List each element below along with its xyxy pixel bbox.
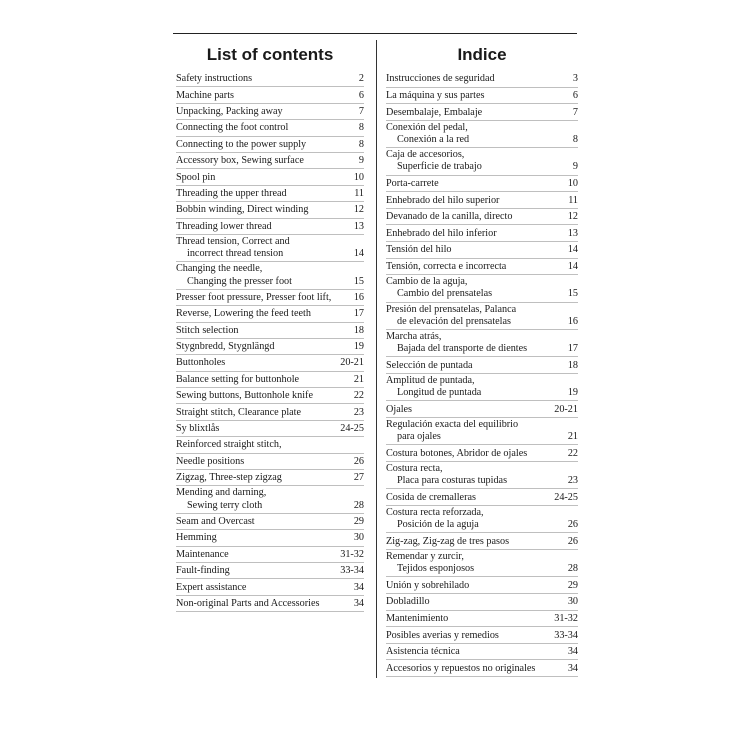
entry-title — [386, 404, 416, 416]
entry-title-line: Costura recta, — [386, 462, 443, 474]
entry-title — [176, 341, 278, 353]
toc-entry — [176, 339, 364, 355]
entry-title-line: Zigzag, Three-step zigzag — [176, 472, 282, 484]
entry-page-number: 6 — [358, 89, 364, 101]
entry-page-number: 17 — [353, 308, 364, 320]
entry-title — [176, 549, 233, 561]
entry-title — [386, 211, 516, 223]
entry-title-line: Selección de puntada — [386, 359, 473, 371]
entry-page-number: 7 — [358, 105, 364, 117]
entry-title — [386, 73, 499, 85]
entry-title-continuation: para ojales — [397, 431, 441, 443]
entry-title-line: Bobbin winding, Direct winding — [176, 204, 309, 216]
toc-entry — [386, 71, 578, 88]
entry-title-line: Amplitud de puntada, — [386, 374, 475, 386]
entry-title-continuation: Changing the presser foot — [187, 275, 292, 287]
entry-page-number: 34 — [567, 662, 578, 674]
entry-title — [386, 613, 452, 625]
entry-page-number: 13 — [353, 220, 364, 232]
entry-page-number: 12 — [567, 211, 578, 223]
column-divider — [376, 40, 377, 678]
entry-title — [386, 149, 486, 173]
entry-title-line: Straight stitch, Clearance plate — [176, 406, 302, 418]
entry-page-number: 14 — [353, 248, 364, 260]
toc-entry — [386, 242, 578, 259]
toc-entry — [176, 454, 364, 470]
entry-title — [386, 463, 511, 487]
entry-page-number: 21 — [567, 431, 578, 443]
entry-page-number: 9 — [358, 155, 364, 167]
entry-title-continuation: incorrect thread tension — [187, 248, 284, 260]
entry-title-line: Presión del prensatelas, Palanca — [386, 303, 517, 315]
toc-entry — [386, 275, 578, 302]
entry-title — [386, 360, 477, 372]
toc-entry — [386, 660, 578, 677]
toc-entry — [176, 404, 364, 420]
toc-entry — [176, 120, 364, 136]
entry-title-line: Fault-finding — [176, 565, 230, 577]
entry-page-number: 20-21 — [340, 357, 364, 369]
toc-entry — [386, 209, 578, 226]
toc-entry — [386, 506, 578, 533]
toc-entry — [386, 401, 578, 418]
toc-entry — [386, 357, 578, 374]
entry-title — [176, 532, 221, 544]
toc-entry — [176, 104, 364, 120]
toc-entry — [386, 259, 578, 276]
entry-title-line: Mantenimiento — [386, 612, 449, 624]
entry-page-number: 6 — [572, 89, 578, 101]
entry-page-number: 22 — [567, 447, 578, 459]
entry-title — [386, 261, 510, 273]
entry-page-number: 3 — [572, 73, 578, 85]
entry-title — [176, 390, 317, 402]
toc-entry — [386, 176, 578, 193]
entry-title-continuation: Placa para costuras tupidas — [397, 475, 508, 487]
toc-entry — [386, 225, 578, 242]
entry-title — [386, 122, 473, 146]
entry-title-line: Remendar y zurcir, — [386, 550, 464, 562]
entry-title-continuation: Longitud de puntada — [397, 387, 482, 399]
entry-title-line: Porta-carrete — [386, 177, 439, 189]
entry-title-line: Hemming — [176, 532, 217, 544]
spanish-heading: Indice — [457, 45, 507, 64]
toc-entry — [386, 445, 578, 462]
entry-title-line: Expert assistance — [176, 581, 247, 593]
entry-page-number: 30 — [567, 596, 578, 608]
english-contents — [176, 42, 364, 612]
entry-page-number: 34 — [567, 646, 578, 658]
entry-title-continuation: Tejidos esponjosos — [397, 563, 475, 575]
entry-page-number: 2 — [358, 73, 364, 85]
entry-title-line: Mending and darning, — [176, 487, 267, 499]
english-heading: List of contents — [206, 45, 334, 64]
entry-title — [176, 325, 243, 337]
entry-title — [176, 487, 270, 511]
toc-entry — [176, 137, 364, 153]
entry-title — [176, 582, 250, 594]
entry-title-line: Enhebrado del hilo inferior — [386, 227, 497, 239]
entry-page-number: 7 — [572, 106, 578, 118]
toc-entry — [386, 611, 578, 628]
entry-page-number: 19 — [353, 341, 364, 353]
entry-page-number: 30 — [353, 532, 364, 544]
toc-entry — [176, 323, 364, 339]
entry-title-continuation: Conexión a la red — [397, 133, 470, 145]
entry-title — [176, 172, 219, 184]
entry-title-line: Cambio de la aguja, — [386, 276, 468, 288]
entry-title — [176, 90, 238, 102]
english-entry-list — [176, 71, 364, 612]
entry-title — [176, 263, 296, 287]
entry-page-number: 33-34 — [554, 629, 578, 641]
entry-page-number: 24-25 — [340, 423, 364, 435]
entry-title-line: Cosida de cremalleras — [386, 491, 476, 503]
entry-page-number: 14 — [567, 244, 578, 256]
toc-entry — [176, 306, 364, 322]
entry-title — [176, 472, 286, 484]
entry-title-continuation: Posición de la aguja — [397, 519, 479, 531]
entry-page-number: 23 — [567, 475, 578, 487]
toc-entry — [176, 421, 364, 437]
entry-page-number: 15 — [353, 275, 364, 287]
entry-page-number: 26 — [567, 535, 578, 547]
entry-title — [386, 507, 488, 531]
toc-entry — [176, 153, 364, 169]
entry-title-line: Asistencia técnica — [386, 646, 460, 658]
entry-page-number: 18 — [353, 324, 364, 336]
entry-page-number: 20-21 — [554, 403, 578, 415]
entry-title-line: La máquina y sus partes — [386, 89, 485, 101]
entry-page-number: 18 — [567, 359, 578, 371]
entry-title — [176, 236, 294, 260]
entry-title-line: Instrucciones de seguridad — [386, 73, 495, 85]
entry-title-line: Desembalaje, Embalaje — [386, 106, 483, 118]
entry-title — [386, 244, 456, 256]
toc-entry — [386, 577, 578, 594]
entry-title — [386, 195, 503, 207]
toc-entry — [386, 303, 578, 330]
entry-title-line: Connecting the foot control — [176, 122, 289, 134]
entry-title-line: Connecting to the power supply — [176, 138, 307, 150]
entry-page-number: 31-32 — [554, 612, 578, 624]
entry-title — [176, 456, 248, 468]
entry-title-line: Tensión del hilo — [386, 244, 452, 256]
entry-title-line: Buttonholes — [176, 357, 226, 369]
entry-title — [386, 580, 473, 592]
toc-entry — [176, 388, 364, 404]
entry-title — [386, 630, 503, 642]
spanish-entry-list — [386, 71, 578, 677]
entry-page-number: 16 — [353, 291, 364, 303]
entry-page-number: 9 — [572, 161, 578, 173]
toc-entry — [386, 489, 578, 506]
entry-title-line: Enhebrado del hilo superior — [386, 194, 500, 206]
entry-title — [176, 292, 335, 304]
entry-title-line: Machine parts — [176, 89, 234, 101]
entry-title-line: Changing the needle, — [176, 263, 263, 275]
entry-page-number: 15 — [567, 288, 578, 300]
toc-entry — [176, 87, 364, 103]
entry-title — [176, 439, 286, 451]
entry-title — [176, 139, 310, 151]
toc-entry — [176, 530, 364, 546]
entry-page-number: 14 — [567, 260, 578, 272]
entry-page-number: 21 — [353, 373, 364, 385]
entry-page-number: 29 — [353, 516, 364, 527]
toc-entry — [386, 627, 578, 644]
entry-page-number: 8 — [358, 138, 364, 150]
entry-page-number: 12 — [353, 204, 364, 216]
entry-title — [386, 178, 443, 190]
entry-title — [176, 357, 229, 369]
entry-title — [386, 448, 531, 460]
entry-page-number: 22 — [353, 390, 364, 402]
toc-entry — [386, 104, 578, 121]
entry-page-number: 16 — [567, 315, 578, 327]
entry-title-line: Sewing buttons, Buttonhole knife — [176, 390, 313, 402]
entry-title — [386, 276, 496, 300]
toc-entry — [386, 550, 578, 577]
toc-entry — [176, 486, 364, 513]
entry-title-line: Dobladillo — [386, 596, 430, 608]
toc-entry — [176, 470, 364, 486]
toc-entry — [386, 88, 578, 105]
entry-title-line: Accessory box, Sewing surface — [176, 155, 304, 167]
entry-title-line: Stygnbredd, Stygnlängd — [176, 341, 275, 353]
entry-page-number: 17 — [567, 343, 578, 355]
toc-entry — [176, 514, 364, 530]
toc-entry — [386, 594, 578, 611]
entry-page-number: 28 — [353, 499, 364, 511]
entry-title — [386, 331, 531, 355]
entry-page-number: 10 — [567, 177, 578, 189]
entry-title — [176, 204, 312, 216]
entry-page-number: 29 — [567, 579, 578, 591]
entry-title — [176, 106, 287, 118]
toc-entry — [176, 169, 364, 185]
entry-title — [386, 492, 480, 504]
entry-title-line: Reinforced straight stitch, — [176, 439, 282, 451]
toc-entry — [176, 202, 364, 218]
entry-title-line: Reverse, Lowering the feed teeth — [176, 308, 311, 320]
entry-title — [386, 596, 434, 608]
entry-title-continuation: Bajada del transporte de dientes — [397, 343, 528, 355]
toc-entry — [176, 219, 364, 235]
entry-page-number: 8 — [358, 122, 364, 134]
entry-page-number: 11 — [354, 187, 364, 199]
entry-title — [386, 228, 501, 240]
entry-page-number: 26 — [353, 455, 364, 467]
toc-entry — [176, 186, 364, 202]
toc-entry — [386, 121, 578, 148]
entry-title — [176, 221, 276, 233]
spanish-contents — [386, 42, 578, 677]
toc-entry — [176, 71, 364, 87]
entry-title — [176, 598, 323, 610]
entry-title-line: Zig-zag, Zig-zag de tres pasos — [386, 535, 510, 547]
entry-title-line: Conexión del pedal, — [386, 121, 468, 133]
entry-page-number: 19 — [567, 387, 578, 399]
entry-page-number: 23 — [353, 406, 364, 418]
entry-page-number: 10 — [353, 171, 364, 183]
entry-title — [176, 565, 234, 577]
entry-title-line: Presser foot pressure, Presser foot lift, — [176, 291, 332, 303]
toc-entry — [176, 437, 364, 453]
entry-title-continuation: de elevación del prensatelas — [397, 315, 511, 327]
entry-page-number: 13 — [567, 227, 578, 239]
entry-title — [176, 73, 256, 85]
toc-entry — [176, 563, 364, 579]
entry-page-number: 11 — [568, 194, 578, 206]
entry-title-line: Safety instructions — [176, 73, 253, 85]
top-rule — [173, 33, 577, 34]
entry-title — [176, 516, 259, 528]
entry-page-number: 33-34 — [340, 565, 364, 577]
entry-page-number: 26 — [567, 519, 578, 531]
entry-title-line: Thread tension, Correct and — [176, 235, 290, 247]
toc-entry — [176, 235, 364, 262]
entry-title-line: Seam and Overcast — [176, 516, 255, 527]
entry-page-number: 28 — [567, 563, 578, 575]
toc-entry — [176, 355, 364, 371]
toc-entry — [386, 148, 578, 175]
entry-title — [386, 90, 488, 102]
entry-title-line: Marcha atrás, — [386, 330, 442, 342]
entry-page-number: 8 — [572, 133, 578, 145]
entry-title — [176, 407, 305, 419]
entry-title-line: Tensión, correcta e incorrecta — [386, 260, 507, 272]
entry-title-line: Balance setting for buttonhole — [176, 373, 300, 385]
toc-entry — [386, 644, 578, 661]
entry-title-line: Ojales — [386, 403, 413, 415]
entry-title — [176, 374, 303, 386]
entry-title — [386, 304, 520, 328]
entry-title-line: Threading lower thread — [176, 220, 272, 232]
toc-entry — [386, 462, 578, 489]
entry-title — [176, 423, 223, 435]
entry-title-line: Accesorios y repuestos no originales — [386, 662, 536, 674]
entry-page-number: 31-32 — [340, 548, 364, 560]
toc-entry — [176, 547, 364, 563]
entry-title-line: Maintenance — [176, 548, 229, 560]
entry-title-line: Threading the upper thread — [176, 187, 287, 199]
entry-title-line: Posibles averias y remedios — [386, 629, 499, 641]
entry-title-line: Unpacking, Packing away — [176, 105, 283, 117]
entry-title-continuation: Superficie de trabajo — [397, 161, 482, 173]
entry-title-line: Needle positions — [176, 455, 245, 467]
toc-entry — [386, 192, 578, 209]
entry-title — [386, 107, 486, 119]
entry-title — [386, 536, 513, 548]
entry-title-line: Stitch selection — [176, 324, 239, 336]
entry-title — [176, 308, 315, 320]
entry-title-line: Costura botones, Abridor de ojales — [386, 447, 528, 459]
entry-page-number: 34 — [353, 597, 364, 609]
toc-entry — [176, 262, 364, 289]
entry-title — [176, 155, 308, 167]
toc-entry — [176, 372, 364, 388]
entry-title-line: Non-original Parts and Accessories — [176, 597, 320, 609]
entry-title — [386, 375, 485, 399]
toc-entry — [176, 579, 364, 595]
toc-entry — [386, 374, 578, 401]
entry-page-number: 24-25 — [554, 491, 578, 503]
entry-title-line: Caja de accesorios, — [386, 149, 465, 161]
entry-title — [386, 663, 539, 675]
toc-entry — [176, 290, 364, 306]
entry-title-continuation: Cambio del prensatelas — [397, 288, 493, 300]
toc-entry — [386, 330, 578, 357]
entry-title — [386, 646, 464, 658]
toc-entry — [176, 596, 364, 612]
toc-entry — [386, 533, 578, 550]
entry-title — [176, 122, 292, 134]
entry-page-number: 27 — [353, 472, 364, 484]
entry-title-line: Sy blixtlås — [176, 423, 220, 435]
entry-title — [386, 419, 522, 443]
entry-title-continuation: Sewing terry cloth — [187, 499, 263, 511]
entry-title-line: Unión y sobrehilado — [386, 579, 470, 591]
entry-title — [176, 188, 291, 200]
entry-page-number: 34 — [353, 581, 364, 593]
entry-title — [386, 551, 478, 575]
entry-title-line: Costura recta reforzada, — [386, 506, 484, 518]
entry-title-line: Spool pin — [176, 171, 216, 183]
entry-title-line: Devanado de la canilla, directo — [386, 211, 513, 223]
toc-entry — [386, 418, 578, 445]
entry-title-line: Regulación exacta del equilibrio — [386, 418, 519, 430]
